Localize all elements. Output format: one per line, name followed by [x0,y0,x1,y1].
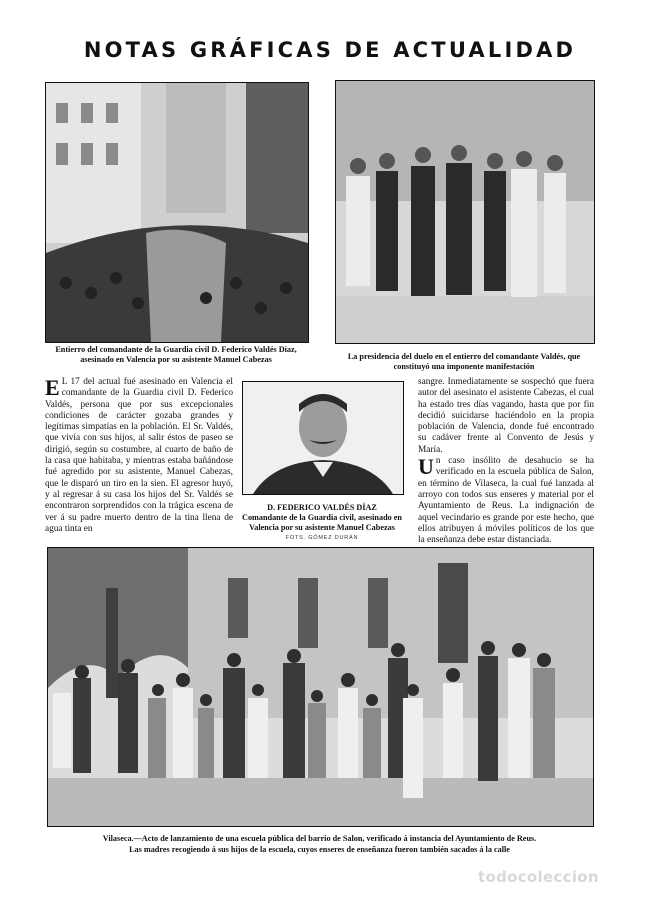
uniformed-officers-photo-icon [336,81,594,343]
article-left-column [45,377,233,535]
funeral-street-caption: Entierro del comandante de la Guardia civil D. Federico Valdés Díaz, asesinado en Valencia por su asistente Manuel Cabezas [55,345,297,364]
portrait-photo [242,381,404,495]
article-right-text-1: sangre. Inmediatamente se sospechó que fuera autor del asesinato el asistente Cabezas, el cual ha estado tres días vagando, hasta que por fin decidió suicidarse haciéndolo en la propia población de Valencia, donde fué encontrado su cadáver frente al Convento de Jesús y María. [418,377,594,455]
school-eviction-caption-line2: Las madres recogiendo á sus hijos de la escuela, cuyos enseres de enseñanza fueron también sacados á la calle [129,845,510,854]
article-right-column [418,377,594,546]
watermark: todocoleccion [478,868,599,886]
school-eviction-photo [47,547,594,827]
funeral-officials-photo [335,80,595,344]
dropcap-u: U [418,454,434,480]
school-eviction-caption-line1: Vilaseca.—Acto de lanzamiento de una escuela pública del barrio de Salon, verificado á instancia del Ayuntamiento de Reus. [102,834,537,843]
article-right-text-2: n caso insólito de desahucio se ha verificado en la escuela pública de Salon, en término de Vilaseca, la cual fué lanzada al arroyo con todos sus enseres y material por el Ayuntamiento de Reus. La indignación de aquel vecindario es grande por este hecho, que ellos atribuyen á móviles políticos de los que la enseñanza debe estar distanciada. [418,456,594,546]
portrait-caption-role: Comandante de la Guardia civil, asesinado en Valencia por su asistente Manuel Cabezas [242,513,402,532]
page-title: NOTAS GRÁFICAS DE ACTUALIDAD [83,38,577,62]
funeral-street-photo [45,82,309,343]
villagers-group-photo-icon [48,548,593,826]
funeral-officials-caption: La presidencia del duelo en el entierro del comandante Valdés, que constituyó una imponente manifestación [347,352,581,371]
portrait-photo-icon [243,382,403,494]
dropcap-e: E [45,375,60,400]
portrait-photo-credit: FOTS. GÓMEZ DURÁN [285,535,359,541]
portrait-caption-name: D. FEDERICO VALDÉS DÍAZ [267,503,377,512]
crowd-street-photo-icon [46,83,308,342]
article-left-text: L 17 del actual fué asesinado en Valencia el comandante de la Guardia civil D. Federico Valdés, persona que por sus excepcionales condiciones de carácter gozaba grandes y legítimas simpatías en la población. El Sr. Valdés, que vivía con sus hijos, al salir éstos de paseo se dirigió, según su costumbre, al cuarto de baño de la casa que habitaba, y mientras estaba bañándose fué agredido por su asistente, Manuel Cabezas, que le disparó un tiro en la sien. El agresor huyó, y al regresar á su casa los hijos del Sr. Valdés se encontraron sorprendidos con la trágica escena de ver á su padre muerto dentro de la tina llena de agua tinta en [45,377,233,534]
